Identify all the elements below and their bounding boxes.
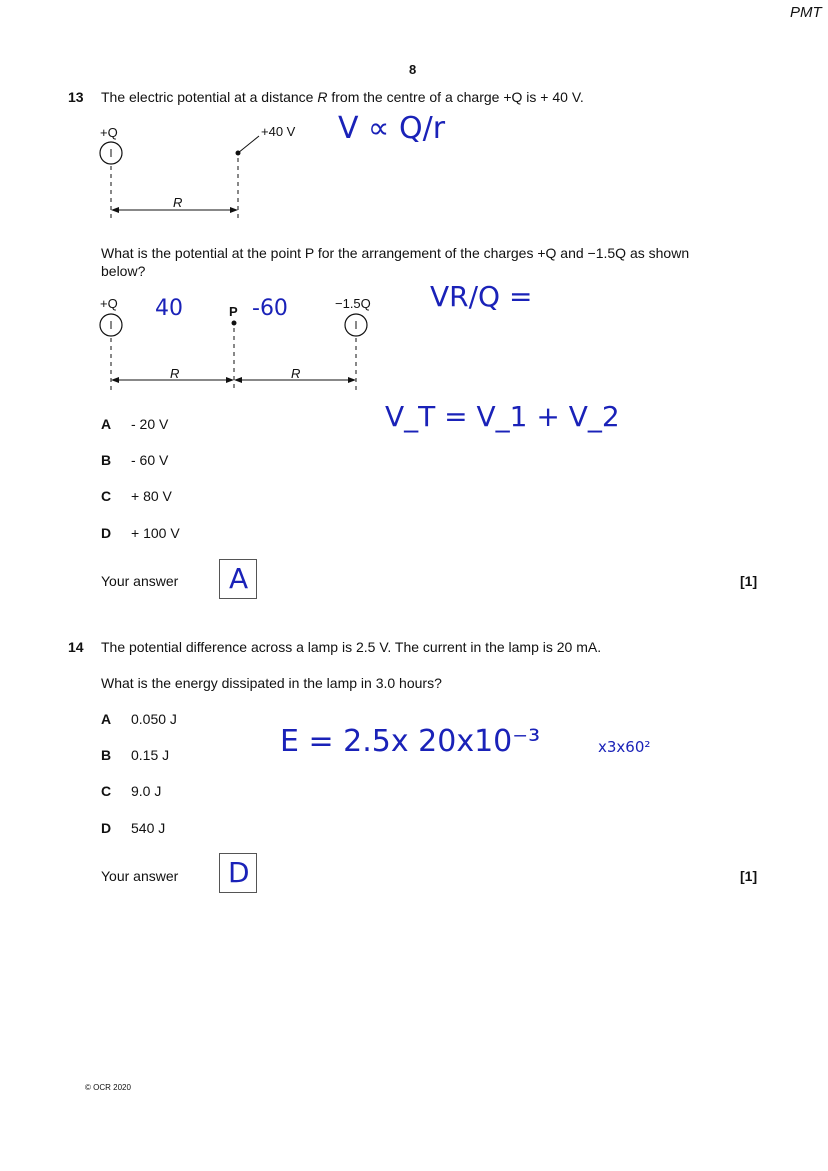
q13-number: 13 [68,89,84,105]
q13-question-line2: below? [101,263,146,279]
q13-option-a-letter: A [101,416,112,432]
q13-option-d-letter: D [101,525,112,541]
q13-stem-post: from the centre of a charge +Q is + 40 V. [327,89,584,105]
q13-option-c-letter: C [101,488,112,504]
q13-option-a-text: - 20 V [131,416,169,432]
q13-marks: [1] [740,573,758,589]
fig2-point-label: P [229,304,238,319]
q13-option-d-text: + 100 V [131,525,180,541]
fig2-distance1-label: R [170,366,180,381]
fig1-potential-label: +40 V [261,124,296,139]
pmt-watermark: PMT [790,4,822,21]
copyright: © OCR 2020 [85,1083,131,1092]
q13-option-b-text: - 60 V [131,452,169,468]
fig2-charge1-label: +Q [100,296,118,311]
q14-option-c-letter: C [101,783,112,799]
page-number: 8 [409,62,417,77]
q13-stem-pre: The electric potential at a distance [101,89,318,105]
q14-handwriting-working-tail: x3x60² [598,738,651,756]
q14-option-d-letter: D [101,820,112,836]
q14-option-a-text: 0.050 J [131,711,177,727]
q13-handwriting-sum: V_T = V_1 + V_2 [385,400,620,433]
q14-handwriting-working: E = 2.5x 20x10⁻³ [280,724,541,759]
fig2-distance2-label: R [291,366,301,381]
q13-answer-box[interactable] [219,559,257,599]
fig1-distance-label: R [173,195,183,210]
q14-answer-box[interactable] [219,853,257,893]
q14-question: What is the energy dissipated in the lamp in 3.0 hours? [101,675,442,691]
hw-proportional-text: V ∝ Q/r [338,111,446,146]
q14-option-b-letter: B [101,747,112,763]
q14-answer-prompt: Your answer [101,868,179,884]
q14-number: 14 [68,639,84,655]
q13-answer-value: A [229,562,249,595]
q14-stem: The potential difference across a lamp is 2.5 V. The current in the lamp is 20 mA. [101,639,602,655]
q13-handwriting-value2: -60 [252,296,288,321]
q13-option-b-letter: B [101,452,112,468]
q13-question-line1: What is the potential at the point P for the arrangement of the charges +Q and −1.5Q as shown [101,245,690,261]
fig1-charge-label: +Q [100,125,118,140]
q13-handwriting-formula: VR/Q = [430,280,533,313]
fig2-point-dot [232,321,237,326]
fig2-charge2-label: −1.5Q [335,296,371,311]
q13-handwriting-value1: 40 [155,296,183,321]
q14-option-c-text: 9.0 J [131,783,162,799]
q13-option-c-text: + 80 V [131,488,172,504]
q14-answer-value: D [228,856,250,889]
q13-answer-prompt: Your answer [101,573,179,589]
q14-option-a-letter: A [101,711,112,727]
q13-stem-var: R [317,89,328,105]
q14-option-b-text: 0.15 J [131,747,170,763]
q14-marks: [1] [740,868,758,884]
q14-option-d-text: 540 J [131,820,166,836]
